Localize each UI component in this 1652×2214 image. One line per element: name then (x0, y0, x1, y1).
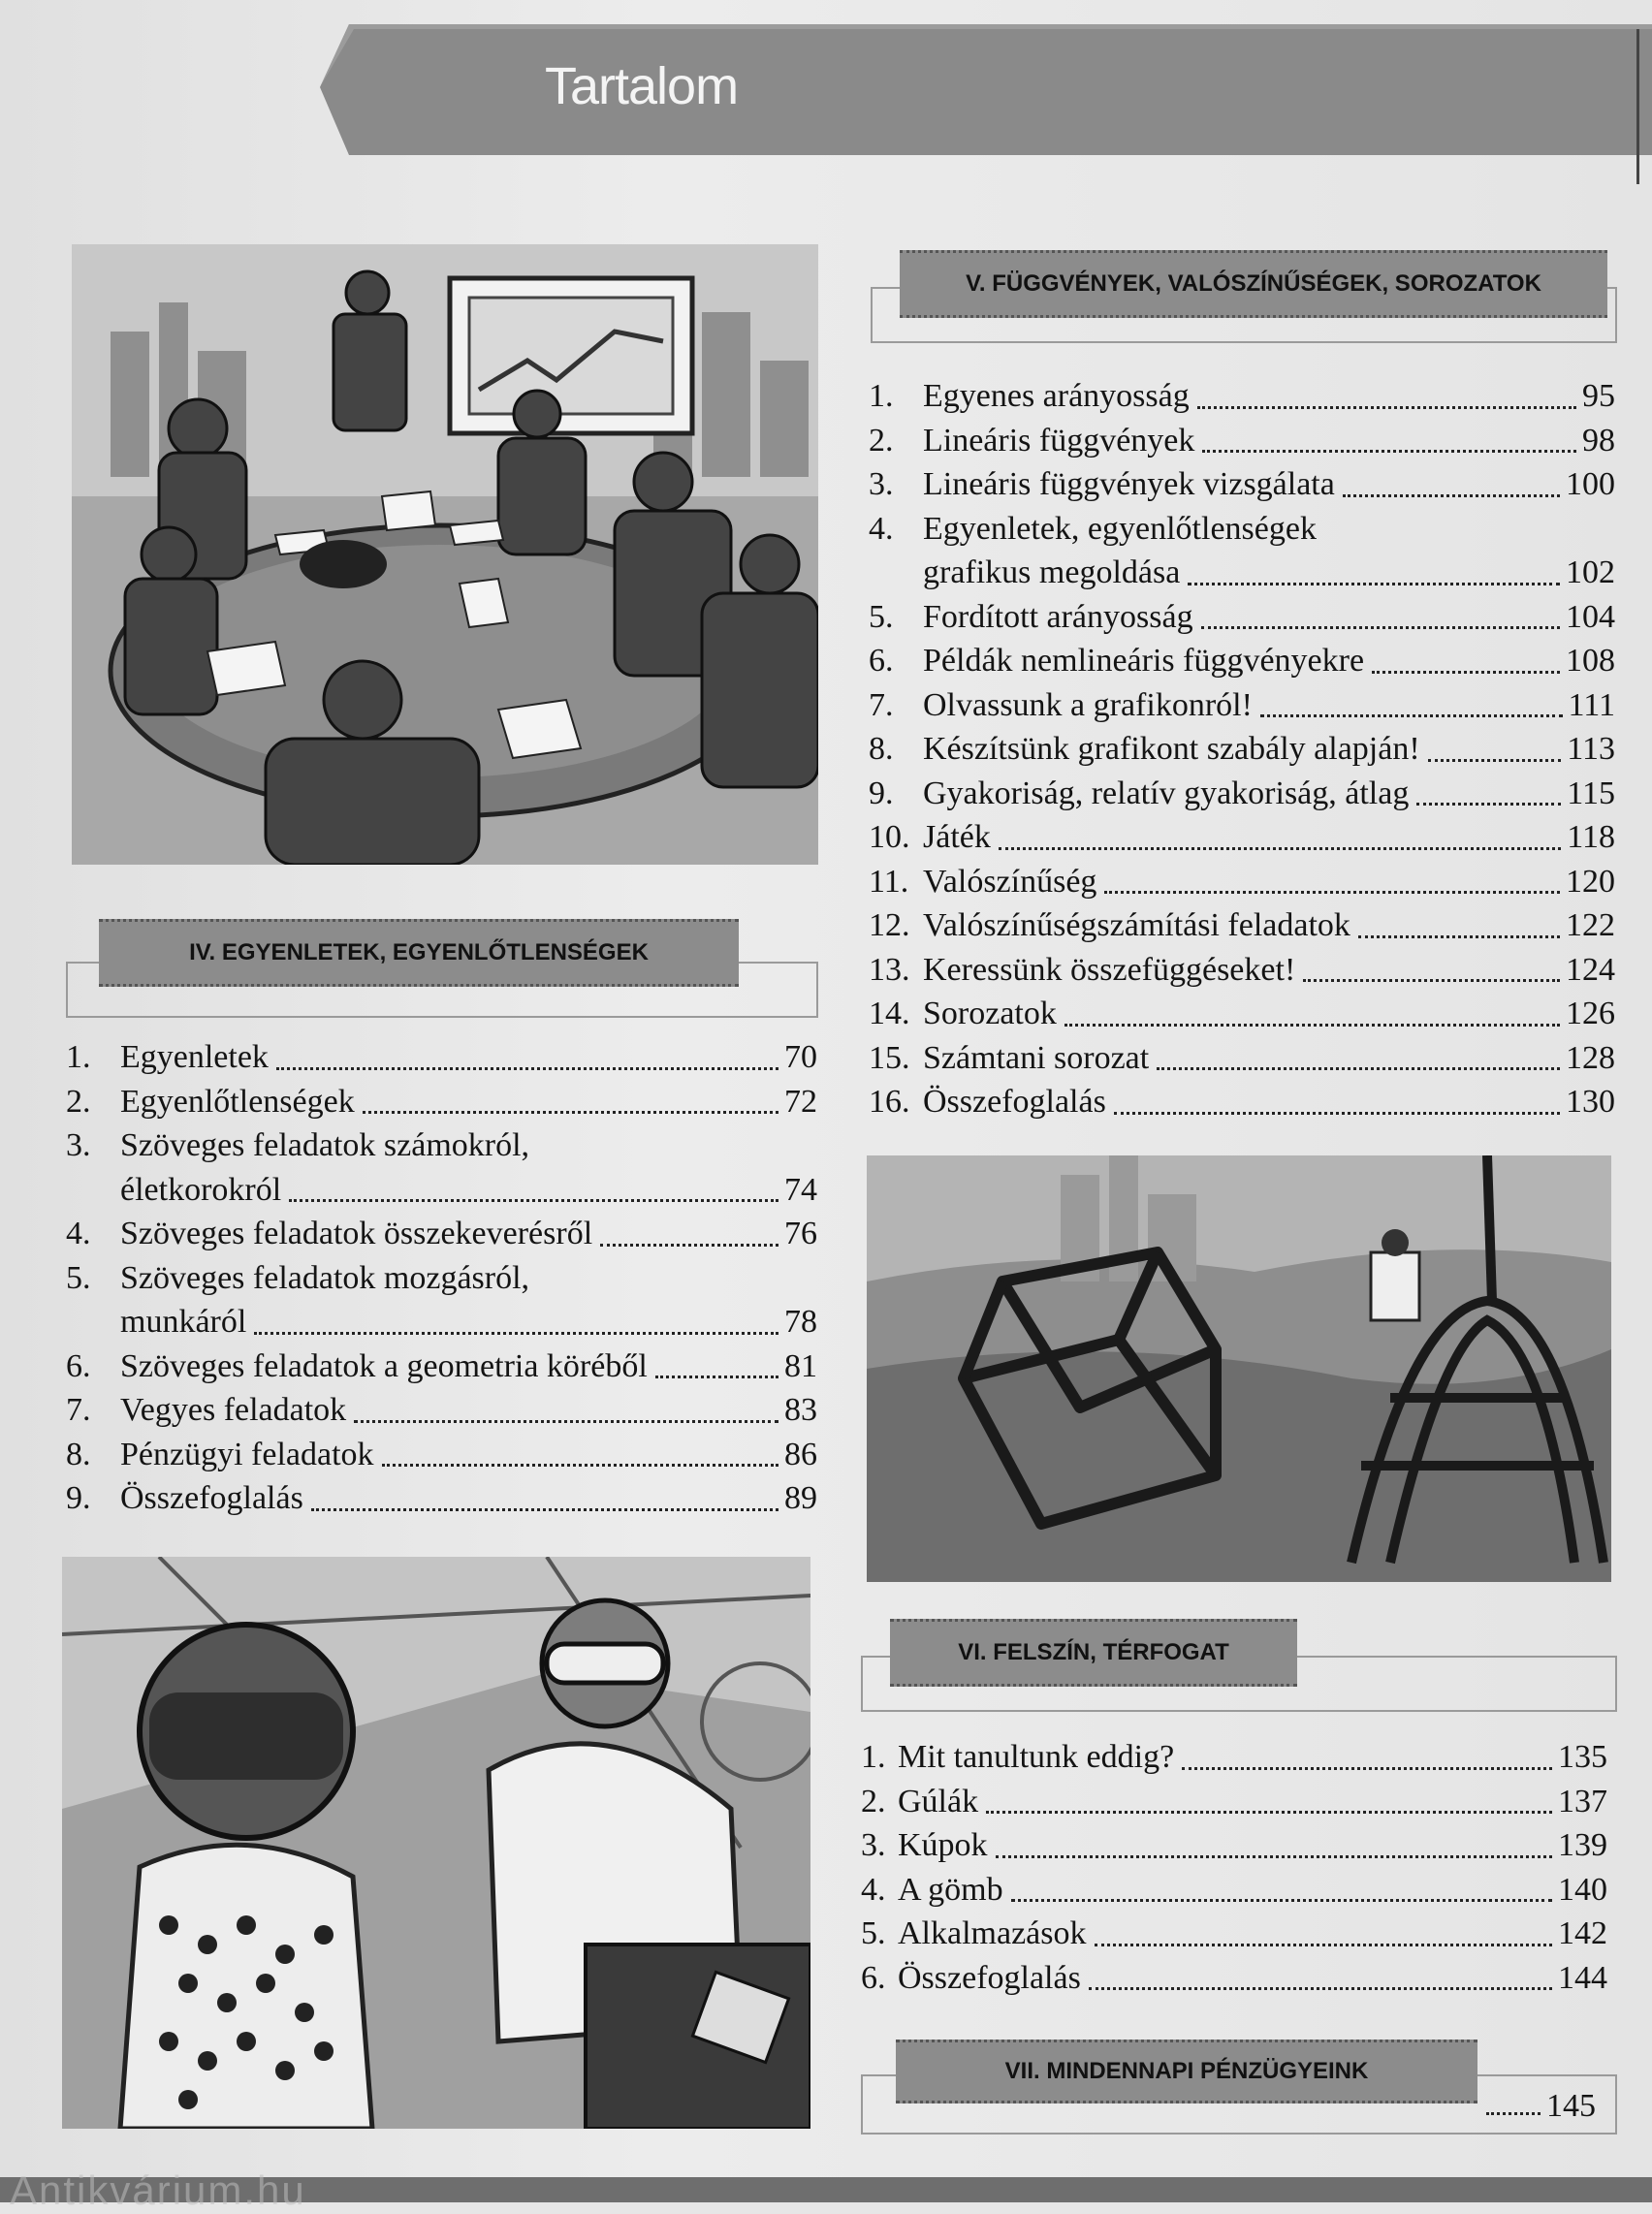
toc-item-number: 13. (869, 951, 910, 988)
toc-item-title: Összefoglalás (120, 1480, 303, 1516)
toc-item[interactable] (869, 727, 1615, 772)
toc-item[interactable] (869, 374, 1615, 419)
toc-leader-dots (354, 1420, 778, 1423)
toc-item[interactable] (869, 903, 1615, 948)
toc-leader-dots (1104, 891, 1560, 894)
toc-leader-dots (1089, 1987, 1552, 1990)
toc-page-number: 120 (1566, 863, 1615, 900)
toc-item-title: grafikus megoldása (923, 554, 1181, 590)
toc-section-v (869, 374, 1615, 1124)
toc-leader-dots (1303, 979, 1560, 982)
toc-item-title: Gyakoriság, relatív gyakoriság, átlag (923, 775, 1410, 811)
toc-page-number: 139 (1558, 1827, 1607, 1863)
toc-item-number: 5. (869, 598, 894, 635)
toc-item-title: Lineáris függvények vizsgálata (923, 466, 1335, 502)
toc-page-number: 130 (1566, 1084, 1615, 1120)
toc-item-title: Olvassunk a grafikonról! (923, 686, 1253, 723)
toc-item-title: Szöveges feladatok mozgásról, (120, 1259, 530, 1296)
toc-item-number: 7. (869, 686, 894, 723)
toc-item[interactable] (861, 1823, 1607, 1868)
toc-item-number: 10. (869, 819, 910, 855)
toc-item-number: 12. (869, 907, 910, 943)
toc-item-number: 5. (861, 1915, 886, 1951)
toc-leader-dots (1182, 1767, 1552, 1770)
toc-item[interactable] (66, 1344, 817, 1389)
toc-item-title: Egyenletek (120, 1039, 269, 1075)
toc-leader-dots (1201, 626, 1560, 629)
section-vii-page-row (1486, 2088, 1596, 2125)
toc-item[interactable] (869, 683, 1615, 728)
toc-item-title: Pénzügyi feladatok (120, 1436, 374, 1472)
toc-page-number: 108 (1566, 643, 1615, 679)
toc-page-number: 70 (784, 1039, 817, 1075)
toc-item-title: Egyenlőtlenségek (120, 1083, 355, 1120)
toc-leader-dots (382, 1464, 778, 1467)
toc-item[interactable] (869, 595, 1615, 640)
toc-item-number: 4. (861, 1871, 886, 1908)
watermark: Antikvárium.hu (10, 2167, 306, 2213)
toc-item-number: 4. (66, 1216, 91, 1251)
toc-page-number[interactable]: 145 (1546, 2088, 1596, 2124)
toc-item-number: 4. (869, 510, 894, 547)
toc-leader-dots (1064, 1024, 1560, 1027)
toc-item[interactable] (869, 639, 1615, 683)
toc-item-number: 9. (869, 775, 894, 811)
section-vii-title: VII. MINDENNAPI PÉNZÜGYEINK (896, 2040, 1477, 2103)
toc-leader-dots (1011, 1899, 1552, 1902)
toc-item[interactable] (66, 1080, 817, 1124)
toc-leader-dots (655, 1376, 778, 1378)
toc-leader-dots (999, 847, 1561, 850)
toc-item[interactable] (869, 1080, 1615, 1124)
toc-item-title: Alkalmazások (898, 1915, 1087, 1951)
toc-item[interactable] (869, 419, 1615, 463)
toc-item[interactable] (66, 1168, 817, 1213)
toc-item-title: Szöveges feladatok összekeverésről (120, 1216, 593, 1251)
toc-item-title: Mit tanultunk eddig? (898, 1739, 1175, 1775)
toc-item[interactable] (861, 1735, 1607, 1780)
toc-item[interactable] (66, 1256, 817, 1301)
toc-page-number: 74 (784, 1171, 817, 1208)
toc-page-number: 126 (1566, 996, 1615, 1031)
toc-item-number: 3. (869, 466, 894, 502)
toc-page-number: 118 (1567, 819, 1615, 855)
toc-item-title: Számtani sorozat (923, 1039, 1150, 1076)
toc-leader-dots (289, 1199, 778, 1202)
toc-page-number: 104 (1566, 598, 1615, 635)
toc-page-number: 81 (784, 1347, 817, 1384)
toc-page-number: 140 (1558, 1871, 1607, 1908)
toc-page-number: 124 (1566, 951, 1615, 988)
toc-section-vi (861, 1735, 1607, 2000)
toc-item-title: Lineáris függvények (923, 422, 1195, 459)
page-title: Tartalom (545, 57, 739, 115)
toc-page-number: 89 (784, 1480, 817, 1516)
toc-item[interactable] (869, 860, 1615, 904)
toc-leader-dots (600, 1244, 778, 1247)
toc-page-number: 76 (784, 1216, 817, 1251)
toc-section-iv (66, 1035, 817, 1521)
toc-item-title: Kúpok (898, 1827, 988, 1863)
section-iv-heading (66, 919, 818, 1016)
toc-item[interactable] (869, 507, 1615, 552)
toc-item-number: 16. (869, 1084, 910, 1120)
toc-item-title: Szöveges feladatok a geometria köréből (120, 1347, 648, 1384)
toc-item-number: 5. (66, 1259, 91, 1296)
toc-item-number: 8. (66, 1436, 91, 1472)
toc-leader-dots (363, 1111, 778, 1114)
toc-item[interactable] (869, 551, 1615, 595)
toc-item[interactable] (869, 772, 1615, 816)
toc-page-number: 95 (1582, 378, 1615, 414)
toc-item[interactable] (869, 1036, 1615, 1081)
toc-leader-dots (1358, 935, 1560, 938)
toc-item-title: Vegyes feladatok (120, 1392, 347, 1428)
toc-item[interactable] (66, 1035, 817, 1080)
toc-leader-dots (996, 1855, 1552, 1858)
toc-item-number: 1. (861, 1739, 886, 1775)
toc-item-number: 2. (869, 422, 894, 459)
toc-page-number: 86 (784, 1436, 817, 1472)
toc-item-title: Valószínűség (923, 863, 1097, 900)
toc-page-number: 98 (1582, 422, 1615, 459)
toc-item-title: Valószínűségszámítási feladatok (923, 907, 1350, 943)
toc-leader-dots (1197, 406, 1576, 409)
section-vii-heading (861, 2040, 1617, 2133)
toc-item-number: 2. (861, 1783, 886, 1819)
toc-item-number: 1. (869, 378, 894, 414)
toc-page-number: 115 (1567, 775, 1615, 811)
toc-item[interactable] (869, 948, 1615, 993)
toc-item-title: munkáról (120, 1304, 247, 1340)
toc-leader-dots (1114, 1112, 1560, 1115)
section-iv-title: IV. EGYENLETEK, EGYENLŐTLENSÉGEK (99, 919, 739, 987)
toc-leader-dots (276, 1067, 778, 1070)
toc-item-number: 15. (869, 1039, 910, 1076)
toc-leader-dots (1372, 671, 1560, 674)
toc-item[interactable] (861, 1780, 1607, 1824)
toc-item-title: Példák nemlineáris függvényekre (923, 643, 1365, 679)
toc-leader-dots (1343, 494, 1560, 497)
toc-item-number: 6. (66, 1347, 91, 1384)
toc-item-title: Gúlák (898, 1783, 979, 1819)
toc-leader-dots (1188, 583, 1560, 585)
toc-item-number: 1. (66, 1039, 91, 1075)
toc-leader-dots (1202, 450, 1576, 453)
toc-item[interactable] (869, 462, 1615, 507)
toc-item-title: Fordított arányosság (923, 598, 1193, 635)
toc-leader-dots (1428, 759, 1562, 762)
toc-item[interactable] (66, 1433, 817, 1477)
toc-item[interactable] (869, 815, 1615, 860)
toc-leader-dots (986, 1811, 1552, 1814)
toc-page-number: 128 (1566, 1039, 1615, 1076)
toc-item[interactable] (66, 1476, 817, 1521)
toc-item-title: Összefoglalás (923, 1084, 1106, 1120)
toc-page-number: 100 (1566, 466, 1615, 502)
toc-leader-dots (311, 1508, 778, 1511)
toc-item-number: 3. (861, 1827, 886, 1863)
section-vi-title: VI. FELSZÍN, TÉRFOGAT (890, 1619, 1297, 1687)
toc-page-number: 72 (784, 1083, 817, 1120)
illustration-cockpit (62, 1557, 810, 2129)
toc-leader-dots (1260, 714, 1563, 717)
toc-leader-dots (1416, 803, 1561, 806)
toc-page-number: 137 (1558, 1783, 1607, 1819)
toc-item-title: Keressünk összefüggéseket! (923, 951, 1296, 988)
header-ribbon-shape (320, 19, 1652, 155)
illustration-meeting (72, 244, 818, 865)
toc-leader-dots (1095, 1944, 1553, 1946)
header-band (320, 19, 1652, 155)
toc-page-number: 142 (1558, 1915, 1607, 1951)
toc-page-number: 78 (784, 1304, 817, 1340)
toc-item[interactable] (861, 1868, 1607, 1913)
toc-item-number: 6. (869, 643, 894, 679)
toc-item-title: életkorokról (120, 1171, 282, 1208)
toc-page-number: 122 (1566, 907, 1615, 943)
toc-item-number: 2. (66, 1083, 91, 1120)
toc-item-title: Játék (923, 819, 991, 855)
toc-item-title: Egyenes arányosság (923, 378, 1190, 414)
section-v-heading (871, 250, 1617, 347)
section-vi-heading (861, 1619, 1617, 1716)
toc-page-number: 111 (1568, 686, 1615, 723)
toc-item[interactable] (861, 1956, 1607, 2001)
section-v-title: V. FÜGGVÉNYEK, VALÓSZÍNŰSÉGEK, SOROZATOK (900, 250, 1607, 318)
toc-item-title: Összefoglalás (898, 1959, 1081, 1996)
page-edge-mark (1636, 29, 1652, 184)
toc-page-number: 135 (1558, 1739, 1607, 1775)
toc-item-number: 7. (66, 1392, 91, 1428)
toc-item-number: 11. (869, 863, 909, 900)
toc-leader-dots (254, 1332, 778, 1335)
toc-item[interactable] (66, 1300, 817, 1344)
toc-item[interactable] (869, 992, 1615, 1036)
toc-leader-dots (1157, 1067, 1560, 1070)
toc-item-title: Szöveges feladatok számokról, (120, 1127, 530, 1163)
toc-item-number: 6. (861, 1959, 886, 1996)
toc-item-number: 3. (66, 1127, 91, 1163)
toc-page-number: 83 (784, 1392, 817, 1428)
toc-item[interactable] (66, 1212, 817, 1256)
toc-page-number: 113 (1567, 731, 1615, 767)
toc-item-number: 8. (869, 731, 894, 767)
toc-item-number: 14. (869, 996, 910, 1031)
toc-page-number: 102 (1566, 554, 1615, 590)
toc-item-title: A gömb (898, 1871, 1003, 1908)
toc-item[interactable] (66, 1123, 817, 1168)
illustration-ruins (867, 1155, 1611, 1582)
toc-item[interactable] (66, 1388, 817, 1433)
toc-item-number: 9. (66, 1480, 91, 1516)
toc-item-title: Sorozatok (923, 996, 1057, 1031)
toc-leader-dots (1486, 2112, 1541, 2115)
toc-item[interactable] (861, 1912, 1607, 1956)
toc-item-title: Egyenletek, egyenlőtlenségek (923, 510, 1317, 547)
toc-item-title: Készítsünk grafikont szabály alapján! (923, 731, 1420, 767)
toc-page-number: 144 (1558, 1959, 1607, 1996)
